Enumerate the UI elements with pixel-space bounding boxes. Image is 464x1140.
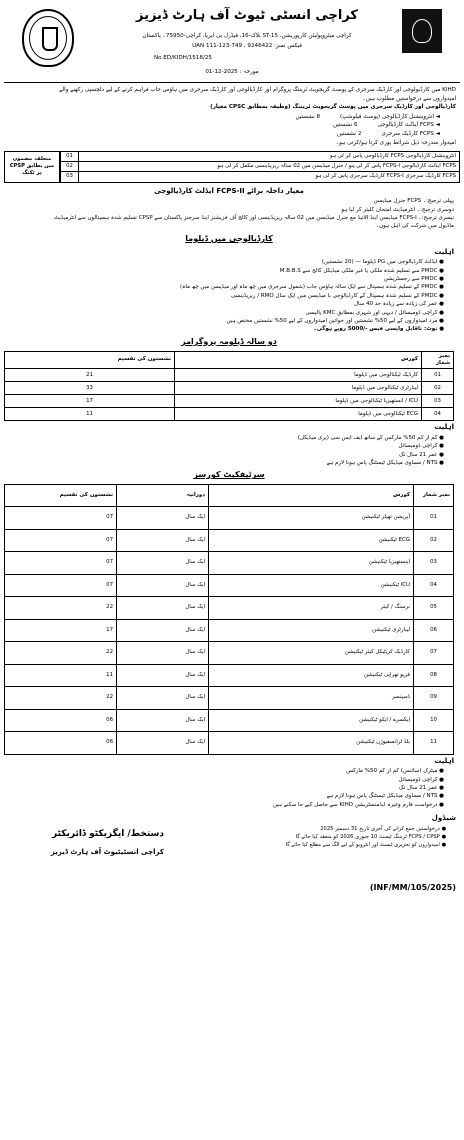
list-item: ● عمر 21 سال تک [4,452,444,459]
post-item: ◄ انٹروینشنل کارڈیالوجی (پوسٹ فیلوشپ)8 نشستیں [4,114,440,122]
list-item: ● درخواست فارم وغیرہ ایڈمنسٹریشن KIHD سے حاصل کیے جا سکتے ہیں [4,802,444,809]
table-row: 11 بلڈ ٹرانسفیوژن ٹیکنیشن ایک سال 06 [5,732,454,755]
certificate-heading: سرٹیفکیٹ کورسز [193,470,265,480]
intro-closing: امیدوار مندرجہ ذیل شرائط پوری کرتا ہو/کرتی ہو۔ [335,140,456,147]
fcps-table-wrap [4,151,460,183]
list-item: ● NTS / مساوی میڈیکل ٹیسٹنگ پاس ہونا لازم ہے [4,460,444,467]
list-item: ● میٹرک (سائنس) کم از کم 50% مارکس [4,768,444,775]
table-row: 09 ڈسپنسر ایک سال 22 [5,687,454,710]
eligibility-heading: اہلیت [434,247,454,256]
table-row: FCPS ایڈلٹ کارڈیالوجی FCPS-I پاس کر لی ہو / جنرل میڈیسن میں 02 سالہ ریزیڈینسی مکمل کر لی ہو 02 [61,162,460,172]
diploma-heading: کارڈیالوجی میں ڈپلوما [185,233,273,243]
institute-title: کراچی انسٹی ٹیوٹ آف ہارٹ ڈیزیز [135,8,358,23]
table-row: 02 ECG ٹیکنیشن ایک سال 07 [5,529,454,552]
table-row: 05 نرسنگ / کیئر ایک سال 22 [5,597,454,620]
table-row: 06 لیبارٹری ٹیکنیشن ایک سال 17 [5,619,454,642]
kmc-seal-logo [22,9,74,67]
list-item: ● FCPS / CPSP ٹریننگ ٹیسٹ 10 جنوری 2026 کو منعقد کیا جائے گا [186,834,446,841]
list-item: ● درخواستیں جمع کرانے کی آخری تاریخ 31 دسمبر 2025 [186,826,446,833]
table-header-row: نمبر شمار کورس دورانیہ نشستوں کی تقسیم [5,485,454,507]
criteria-heading: معیار داخلہ برائے FCPS-II ایڈلٹ کارڈیالوجی [154,186,304,195]
schedule-block [186,812,456,849]
programs-heading: دو سالہ ڈپلومہ پروگرامز [181,336,277,346]
fcps-note: متعلقہ مضمون میں بطابق CPSP پر ٹکنگ [4,151,60,183]
certificate-table [4,484,454,755]
table-row: 07 کارڈیک کریٹیکل کیئر ٹیکنیشن ایک سال 22 [5,642,454,665]
signature-title: دستخط/ ایگزیکٹو ڈائریکٹر [51,829,164,840]
table-row: 01 کارڈیک ٹیکنالوجی میں ڈپلوما 21 [5,369,454,382]
table-row: 08 فزیو تھراپی ٹیکنیشن ایک سال 11 [5,664,454,687]
fcps-table [60,151,460,183]
eligibility-heading: اہلیت [434,423,454,432]
institute-phones: فیکس نمبر: 9246422 ، UAN 111-123-749 [192,43,302,49]
reference-number: No.ED/KIDH/1518/25 [154,55,212,61]
table-row: انٹروینشنل کارڈیالوجی FCPS کارڈیالوجی پاس کر لی ہو 01 [61,151,460,161]
eligibility-list [4,435,454,468]
ad-reference: (INF/MM/105/2025) [369,883,456,893]
intro-line: KIHD میں کارڈیولوجی اور کارڈیک سرجری کے پوسٹ گریجویٹ ٹریننگ پروگرام اور کارڈیالوجی اور کارڈیک سرجری میں ہاؤس جاب فراہم کرنے کے لیے دلچسپی رکھنے والے [59,87,456,93]
footer [4,810,460,900]
post-list [4,114,456,139]
schedule-heading: شیڈول [431,814,456,823]
diploma-cardiology-section [4,234,460,334]
signature-block [14,828,164,858]
certificate-eligibility-section [4,757,460,810]
list-item: ● کراچی ڈومیسائل / دیہی اور شہری بمطابق KMC پالیسی [4,310,444,317]
list-item: ● NTS / مساوی میڈیکل ٹیسٹنگ پاس ہونا لازم ہے [4,793,444,800]
heart-institute-logo [402,9,442,53]
header [4,3,460,83]
criteria-section [4,187,460,231]
eligibility-heading: اہلیت [434,756,454,765]
intro-section [4,87,460,148]
list-item: ● کم از کم 50% مارکس کے ساتھ ایف ایس سی (پری میڈیکل) [4,435,444,442]
table-row: 10 ایکسرے / ایکو ٹیکنیشن ایک سال 06 [5,709,454,732]
post-item: ◄ FCPS ایڈلٹ کارڈیالوجی6 نشستیں [4,122,440,130]
list-item: ● نوٹ: ناقابل واپسی فیس -/5000 روپے ہوگی۔ [4,326,444,333]
list-item: ● PMDC سے رجسٹریشن [4,276,444,283]
criteria-line: دوسری ترجیح:۔ انٹرمیڈیٹ امتحان کلیئر کر لیا ہو [341,206,454,213]
list-item: ● امیدواروں کو تحریری ٹیسٹ اور انٹرویو کے لیے الگ سے مطلع کیا جائے گا [186,842,446,849]
certificate-section [4,470,460,754]
table-row: 04 ICU ٹیکنیشن ایک سال 07 [5,574,454,597]
diploma-table [4,351,454,422]
intro-line: امیدواروں سے درخواستیں مطلوب ہیں۔ [362,95,456,102]
table-row: 02 لیبارٹری ٹیکنالوجی میں ڈپلوما 33 [5,382,454,395]
table-row: 03 اینستھیزیا ٹیکنیشن ایک سال 07 [5,552,454,575]
list-item: ● عمر کی زیادہ سے زیادہ حد 40 سال [4,301,444,308]
table-row: 03 ICU / انستھیزیا ٹیکنالوجی میں ڈپلوما 17 [5,395,454,408]
criteria-line: تیسری ترجیح:۔ FCPS-I میڈیسن اینڈ الائیڈ مع جنرل میڈیسن میں 02 سالہ ریزیڈینسی اور کالج آف فزیشنز اینڈ سرجنز پاکستان سے CPSP تسلیم شدہ ہسپتالوں سے انٹرمیڈیٹ [53,215,454,221]
eligibility-list [4,259,454,334]
list-item: ● ایڈلٹ کارڈیالوجی میں PG ڈپلوما — (20 نشستیں) [4,259,444,266]
post-item: ◄ FCPS کارڈیک سرجری2 نشستیں [4,131,440,139]
list-item: ● کراچی ڈومیسائل [4,777,444,784]
diploma-programs-section [4,337,460,421]
list-item: ● PMDC کے تسلیم شدہ ہسپتال کے کارڈیالوجی یا میڈیسن میں ایک سال RMO / ریزیڈینسی [4,293,444,300]
institute-address: کراچی میٹروپولیٹن کارپوریشن، ST-15 بلاک-16، فیڈرل بی ایریا، کراچی-75950۔ پاکستان [142,33,352,39]
list-item: ● مرد امیدواروں کے لیے 50% نشستیں اور خواتین امیدواروں کے لیے 50% نشستیں مختص ہیں [4,318,444,325]
diploma-eligibility-section [4,423,460,467]
criteria-line: پہلی ترجیح:۔ FCPS جنرل میڈیسن [373,198,454,205]
schedule-list [186,826,456,849]
criteria-line: ماڈیول میں شرکت کی اہل ہوں۔ [375,223,454,230]
eligibility-list [4,768,454,809]
table-row: 04 ECG ٹیکنالوجی میں ڈپلوما 11 [5,408,454,421]
list-item: ● PMDC سے تسلیم شدہ ملکی یا غیر ملکی میڈیکل کالج سے M.B.B.S [4,268,444,275]
signature-org: کراچی انسٹیٹیوٹ آف ہارٹ ڈیزیز [50,848,164,857]
table-row: FCPS کارڈیک سرجری FCPS-I کارڈیک سرجری پاس کر لی ہو 03 [61,172,460,182]
notice-date: 01-12-2025 : مورخہ [205,69,259,75]
table-header-row: نمبر شمار کورس نشستوں کی تقسیم [5,351,454,369]
intro-line: کارڈیالوجی اور کارڈیک سرجری میں پوسٹ گریجویٹ ٹریننگ (وظیفہ بمطابق CPSC معیار) [210,104,456,111]
table-row: 01 آپریشن تھیٹر ٹیکنیشن ایک سال 07 [5,507,454,530]
list-item: ● PMDC کے تسلیم شدہ ہسپتال سے ایک سالہ ہاؤس جاب (شمول سرجری میں چھ ماہ اور میڈیسن میں چھ ماہ) [4,284,444,291]
list-item: ● کراچی ڈومیسائل [4,443,444,450]
list-item: ● عمر 21 سال تک [4,785,444,792]
